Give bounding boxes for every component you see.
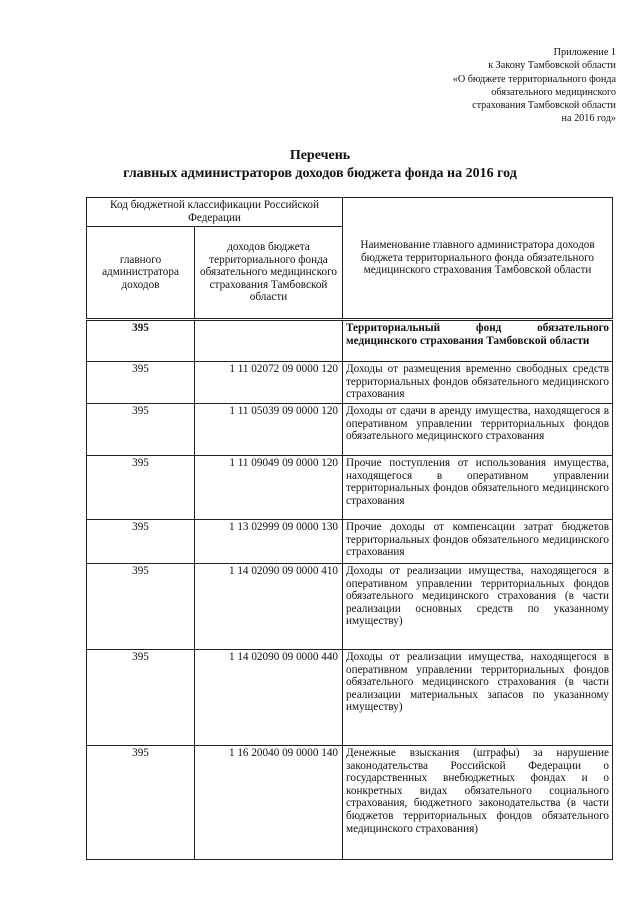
table-row	[87, 650, 613, 746]
table-row	[87, 520, 613, 564]
cell-admin-code: 395	[87, 456, 195, 520]
table-row	[87, 362, 613, 404]
appendix-note	[453, 46, 616, 126]
appendix-line: Приложение 1	[553, 47, 616, 58]
cell-admin-name: Денежные взыскания (штрафы) за нарушение законодательства Российской Федерации о государственных внебюджетных фондах и о конкретных видах обязательного социального страхования, бюджетного законодательства (в части бюджетов территориальных фондов обязательного медицинского страхования)	[343, 746, 613, 860]
cell-revenue-code: 1 14 02090 09 0000 410	[195, 564, 343, 650]
revenue-administrators-table	[86, 197, 613, 860]
cell-revenue-code: 1 13 02999 09 0000 130	[195, 520, 343, 564]
cell-admin-name: Территориальный фонд обязательного медицинского страхования Тамбовской области	[343, 320, 613, 362]
cell-admin-code: 395	[87, 404, 195, 456]
cell-admin-code: 395	[87, 746, 195, 860]
table-row	[87, 456, 613, 520]
table-row	[87, 746, 613, 860]
header-admin-name: Наименование главного администратора доходов бюджета территориального фонда обязательного медицинского страхования Тамбовской области	[343, 198, 613, 320]
cell-revenue-code: 1 11 02072 09 0000 120	[195, 362, 343, 404]
header-row-1	[87, 198, 613, 227]
cell-admin-code: 395	[87, 564, 195, 650]
table-row	[87, 564, 613, 650]
appendix-line: на 2016 год»	[561, 113, 616, 125]
cell-admin-name: Прочие поступления от использования имущества, находящегося в оперативном управлении территориальных фондов обязательного медицинского страхования	[343, 456, 613, 520]
cell-admin-name: Доходы от сдачи в аренду имущества, находящегося в оперативном управлении территориальных фондов обязательного медицинского страхования	[343, 404, 613, 456]
cell-admin-code: 395	[87, 362, 195, 404]
header-fund-revenue: доходов бюджета территориального фонда обязательного медицинского страхования Тамбовской области	[195, 227, 343, 320]
header-classification-code: Код бюджетной классификации Российской Федерации	[87, 198, 343, 227]
title-line-1: Перечень	[289, 148, 351, 163]
appendix-line: «О бюджете территориального фонда	[452, 73, 616, 85]
cell-admin-code: 395	[87, 320, 195, 362]
table-row	[87, 404, 613, 456]
cell-revenue-code: 1 11 09049 09 0000 120	[195, 456, 343, 520]
document-title	[0, 147, 640, 182]
cell-revenue-code: 1 16 20040 09 0000 140	[195, 746, 343, 860]
cell-revenue-code	[195, 320, 343, 362]
cell-admin-code: 395	[87, 650, 195, 746]
title-line-2: главных администраторов доходов бюджета фонда на 2016 год	[123, 165, 517, 181]
appendix-line: страхования Тамбовской области	[472, 100, 616, 112]
cell-admin-name: Доходы от размещения временно свободных средств территориальных фондов обязательного медицинского страхования	[343, 362, 613, 404]
cell-admin-code: 395	[87, 520, 195, 564]
cell-admin-name: Доходы от реализации имущества, находящегося в оперативном управлении территориальных фондов обязательного медицинского страхования (в части реализации основных средств по указанному имуществу)	[343, 564, 613, 650]
appendix-line: обязательного медицинского	[491, 86, 616, 98]
header-main-admin: главного администратора доходов	[87, 227, 195, 320]
cell-revenue-code: 1 11 05039 09 0000 120	[195, 404, 343, 456]
cell-admin-name: Прочие доходы от компенсации затрат бюджетов территориальных фондов обязательного медицинского страхования	[343, 520, 613, 564]
cell-admin-name: Доходы от реализации имущества, находящегося в оперативном управлении территориальных фондов обязательного медицинского страхования (в части реализации материальных запасов по указанному имуществу)	[343, 650, 613, 746]
cell-revenue-code: 1 14 02090 09 0000 440	[195, 650, 343, 746]
table-row	[87, 320, 613, 362]
appendix-line: к Закону Тамбовской области	[488, 60, 616, 72]
